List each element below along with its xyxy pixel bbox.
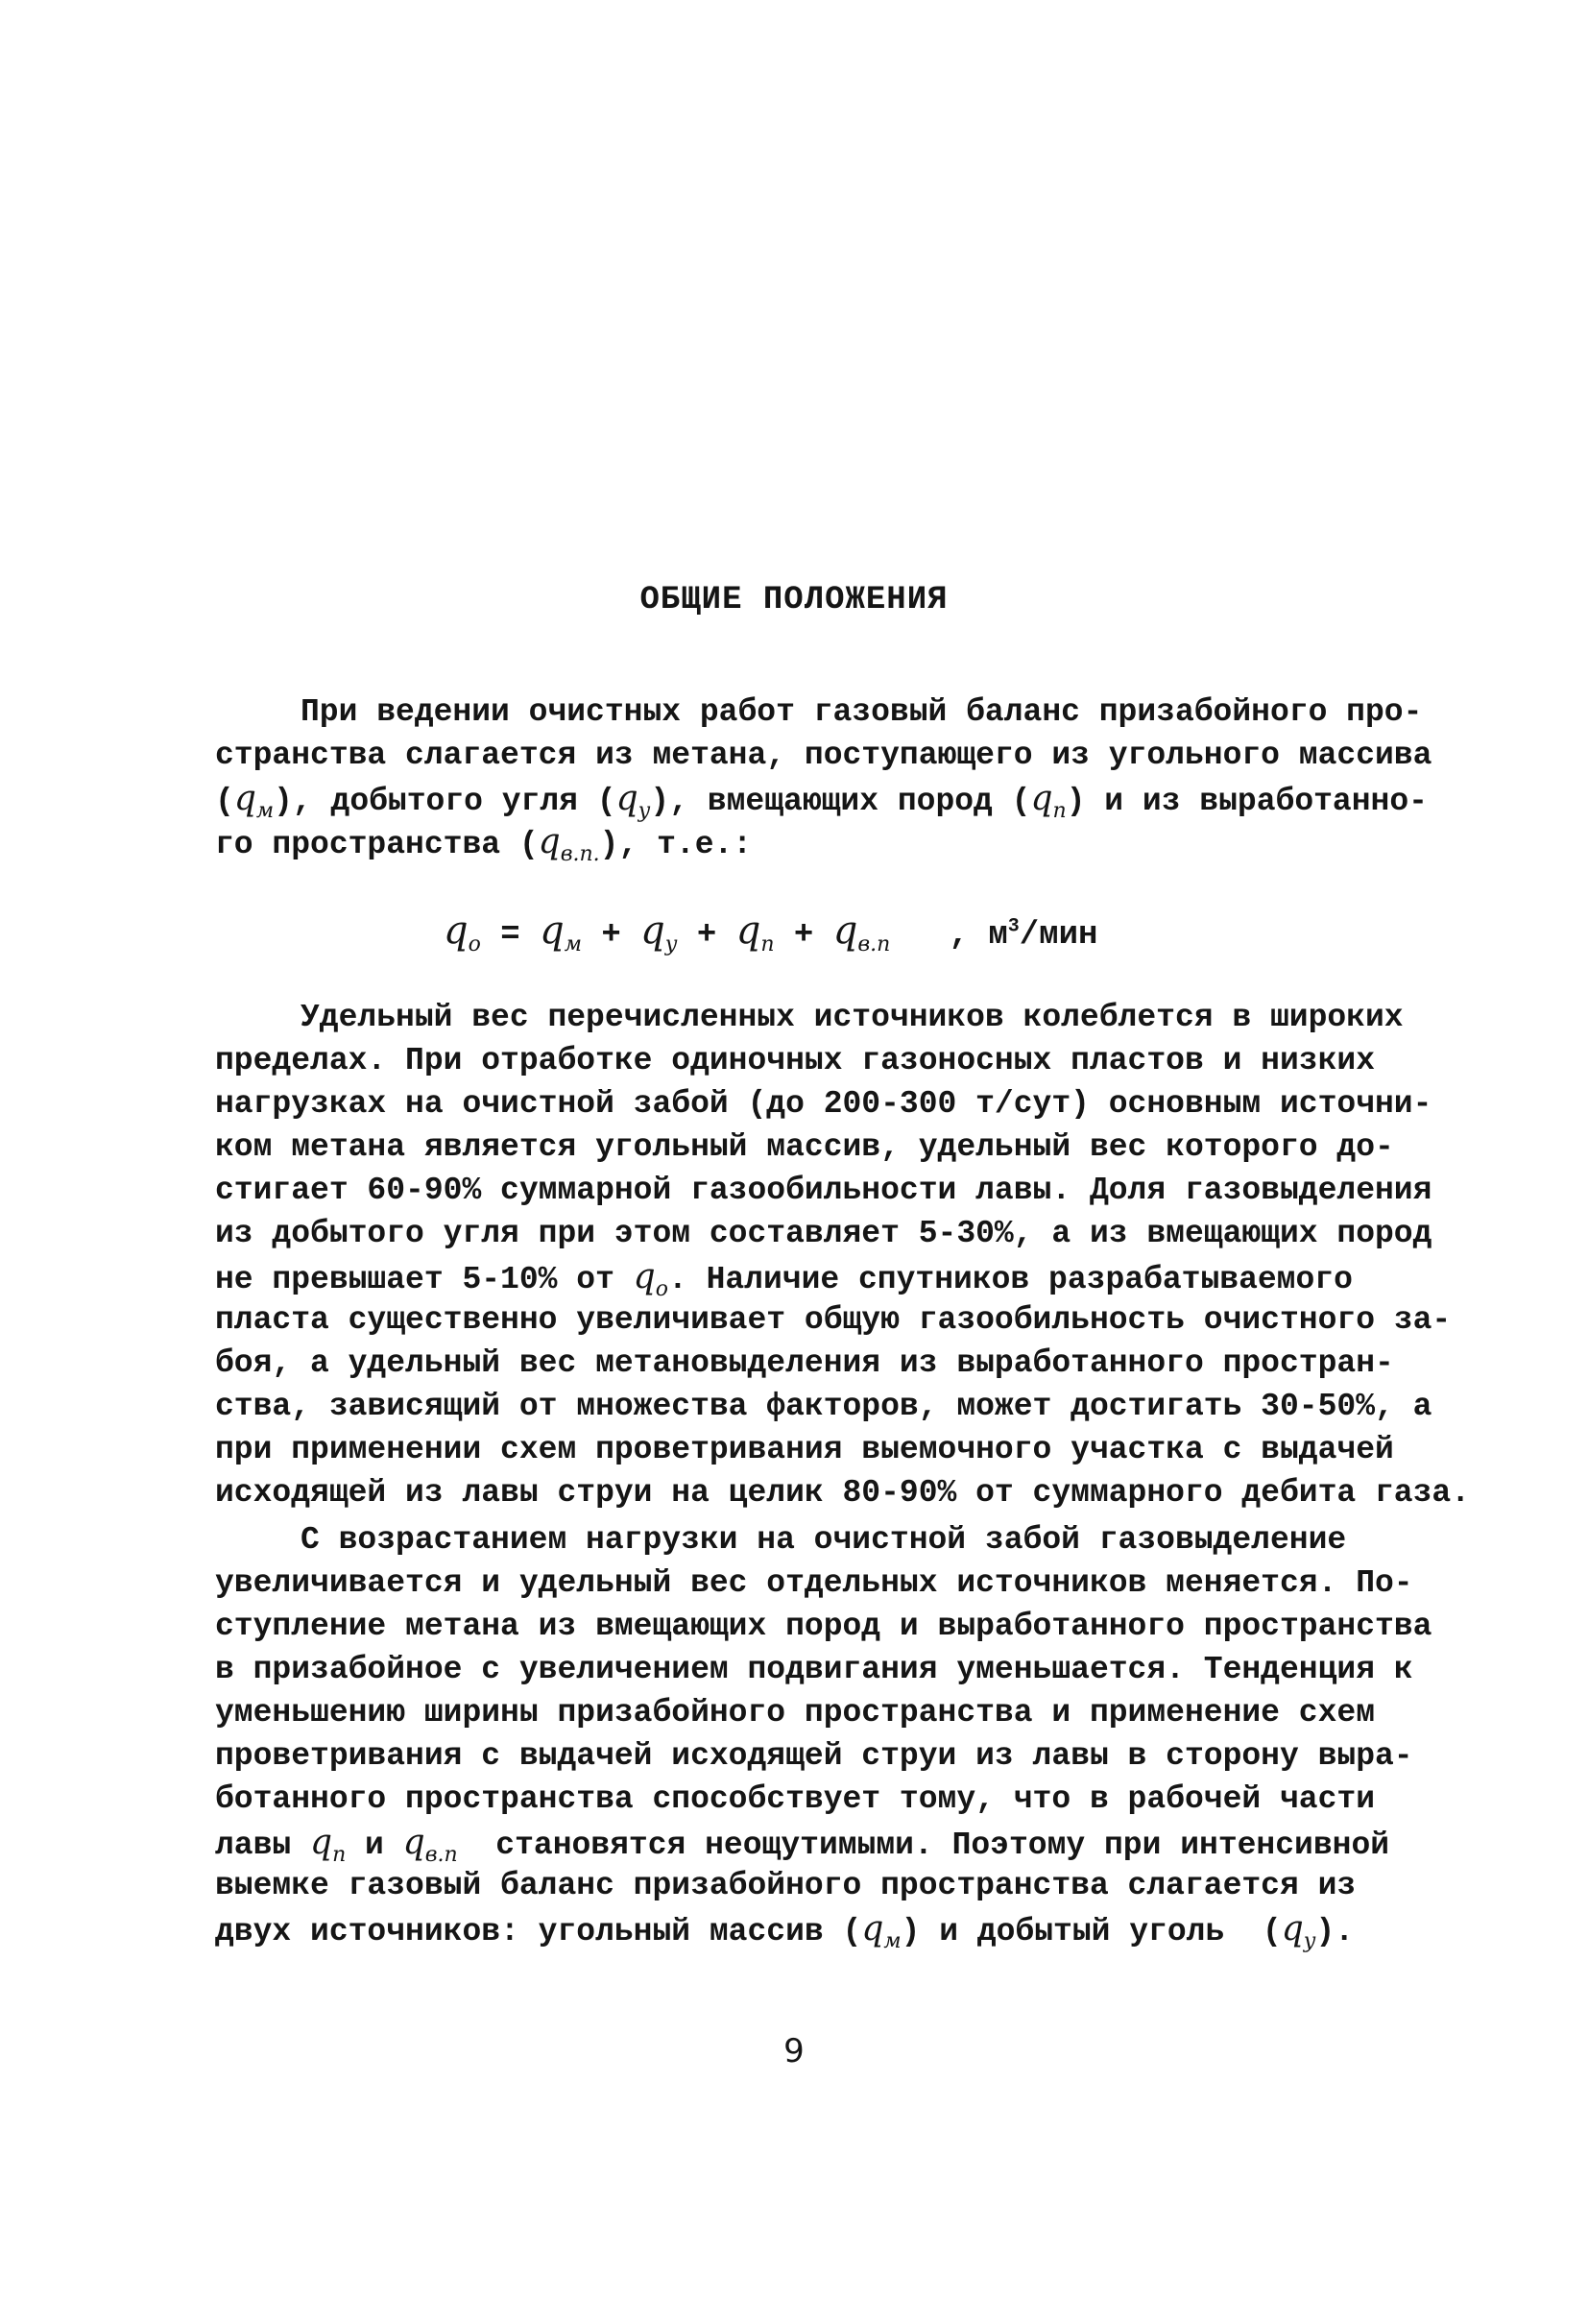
formula-q0: $q_о$ bbox=[444, 908, 481, 956]
para2-line-5: уменьшению ширины призабойного пространства и применение схем bbox=[215, 1695, 1375, 1731]
para1-line-4: ком метана является угольный массив, удельный вес которого до- bbox=[215, 1129, 1394, 1165]
para1-line-2: пределах. При отработке одиночных газоносных пластов и низких bbox=[215, 1043, 1375, 1078]
para2-line-7: ботанного пространства способствует тому, что в рабочей части bbox=[215, 1781, 1375, 1817]
page-number: 9 bbox=[783, 2032, 805, 2070]
symbol-q-y: $q_у$ bbox=[1281, 1909, 1316, 1953]
intro-line-3: $(q_м)$, добытого угля $(q_у)$, вмещающих пород $(q_п)$ и из выработанно- bbox=[215, 779, 1428, 823]
para2-line-2: увеличивается и удельный вес отдельных источников меняется. По- bbox=[215, 1565, 1413, 1601]
para1-line-5: стигает 60-90% суммарной газообильности лавы. Доля газовыделения bbox=[215, 1173, 1432, 1208]
para1-line-8: пласта существенно увеличивает общую газообильность очистного за- bbox=[215, 1302, 1452, 1338]
para1-line-7: не превышает 5-10% от $q_о$. Наличие спутников разрабатываемого bbox=[215, 1257, 1353, 1301]
para1-line-12: исходящей из лавы струи на целик 80-90% от суммарного дебита газа. bbox=[215, 1475, 1471, 1511]
para2-line-8: лавы $q_п$ и $q_{в.п}$ становятся неощутимыми. Поэтому при интенсивной bbox=[215, 1823, 1390, 1867]
symbol-q-0: $q_о$ bbox=[633, 1257, 668, 1301]
intro-line-1: При ведении очистных работ газовый баланс призабойного про- bbox=[301, 694, 1423, 730]
intro-line-2: странства слагается из метана, поступающего из угольного массива bbox=[215, 738, 1432, 773]
symbol-q-vp: $q_{в.п}$ bbox=[402, 1823, 458, 1867]
symbol-q-p: $q_п$ bbox=[1030, 779, 1067, 823]
formula-unit: , $м^3$/мин bbox=[949, 915, 1098, 954]
para1-line-10: ства, зависящий от множества факторов, может достигать 30-50%, а bbox=[215, 1389, 1432, 1424]
para1-line-1: Удельный вес перечисленных источников колеблется в широких bbox=[301, 1000, 1404, 1035]
para2-line-6: проветривания с выдачей исходящей струи из лавы в сторону выра- bbox=[215, 1738, 1413, 1774]
symbol-q-vp: $q_{в.п.}$ bbox=[538, 822, 600, 866]
page-title: ОБЩИЕ ПОЛОЖЕНИЯ bbox=[639, 582, 949, 618]
formula-qp: $q_п$ bbox=[735, 908, 775, 956]
gas-balance-formula: $q_о = q_м + q_у + q_п + q_{в.п}$ , $м^3$/мин bbox=[444, 908, 1098, 956]
para2-line-1: С возрастанием нагрузки на очистной забой газовыделение bbox=[301, 1522, 1347, 1558]
para2-line-4: в призабойное с увеличением подвигания уменьшается. Тенденция к bbox=[215, 1652, 1413, 1687]
para2-line-9: выемке газовый баланс призабойного пространства слагается из bbox=[215, 1868, 1357, 1903]
symbol-q-p: $q_п$ bbox=[310, 1823, 347, 1867]
symbol-q-m: $q_м$ bbox=[233, 779, 275, 823]
formula-qvp: $q_{в.п}$ bbox=[832, 908, 891, 956]
symbol-q-m: $q_м$ bbox=[861, 1909, 902, 1953]
para1-line-6: из добытого угля при этом составляет 5-30%, а из вмещающих пород bbox=[215, 1216, 1432, 1251]
symbol-q-y: $q_у$ bbox=[615, 779, 651, 823]
intro-line-4: го пространства $(q_{в.п.})$, т.е.: bbox=[215, 822, 753, 866]
formula-qm: $q_м$ bbox=[540, 908, 582, 956]
para1-line-11: при применении схем проветривания выемочного участка с выдачей bbox=[215, 1432, 1394, 1467]
para1-line-9: боя, а удельный вес метановыделения из выработанного простран- bbox=[215, 1345, 1394, 1381]
para2-line-10: двух источников: угольный массив $(q_м)$ и добытый уголь $(q_у)$. bbox=[215, 1909, 1355, 1953]
para1-line-3: нагрузках на очистной забой (до 200-300 т/сут) основным источни- bbox=[215, 1086, 1432, 1122]
formula-qy: $q_у$ bbox=[640, 908, 678, 956]
para2-line-3: ступление метана из вмещающих пород и выработанного пространства bbox=[215, 1609, 1432, 1644]
